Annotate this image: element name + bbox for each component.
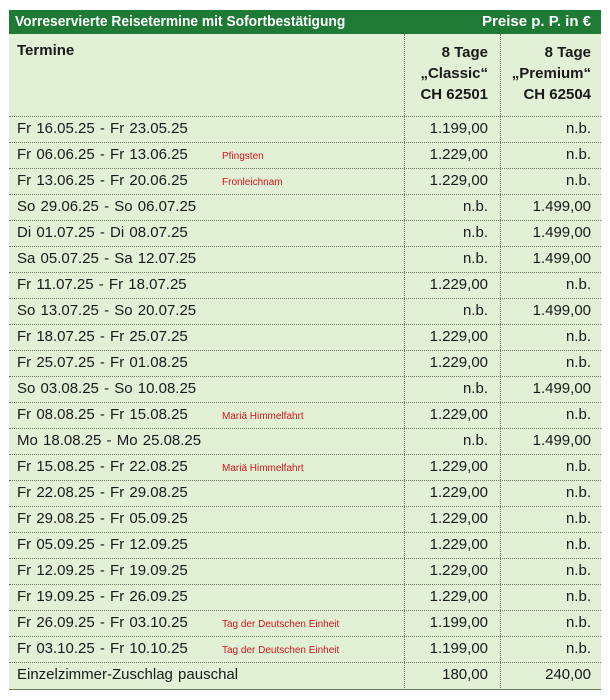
header-termine: Termine bbox=[17, 42, 75, 59]
row-price-classic: 1.229,00 bbox=[429, 458, 488, 475]
row-price-premium: n.b. bbox=[565, 146, 591, 163]
price-table bbox=[9, 10, 601, 690]
row-date: Fr 08.08.25 - Fr 15.08.25 bbox=[17, 406, 188, 423]
row-date: Fr 26.09.25 - Fr 03.10.25 bbox=[17, 614, 188, 631]
row-price-premium: 1.499,00 bbox=[532, 224, 591, 241]
table-row bbox=[9, 637, 601, 663]
row-price-classic: 1.199,00 bbox=[429, 640, 488, 657]
table-body bbox=[9, 117, 601, 688]
row-price-premium: n.b. bbox=[565, 406, 591, 423]
surcharge-classic: 180,00 bbox=[442, 666, 488, 683]
row-date: Fr 22.08.25 - Fr 29.08.25 bbox=[17, 484, 188, 501]
row-date: Fr 12.09.25 - Fr 19.09.25 bbox=[17, 562, 188, 579]
row-price-classic: n.b. bbox=[462, 380, 488, 397]
table-row bbox=[9, 221, 601, 247]
row-price-premium: n.b. bbox=[565, 120, 591, 137]
row-date: Fr 05.09.25 - Fr 12.09.25 bbox=[17, 536, 188, 553]
table-row bbox=[9, 247, 601, 273]
row-price-classic: 1.229,00 bbox=[429, 354, 488, 371]
header-premium-code: CH 62504 bbox=[523, 86, 591, 103]
row-price-premium: 1.499,00 bbox=[532, 198, 591, 215]
table-row bbox=[9, 273, 601, 299]
table-row bbox=[9, 143, 601, 169]
row-price-classic: n.b. bbox=[462, 250, 488, 267]
table-bottom-border bbox=[9, 689, 601, 690]
row-price-premium: n.b. bbox=[565, 640, 591, 657]
table-row bbox=[9, 195, 601, 221]
column-divider bbox=[500, 34, 501, 690]
row-holiday-note: Fronleichnam bbox=[222, 177, 283, 188]
row-price-premium: n.b. bbox=[565, 562, 591, 579]
row-price-classic: 1.229,00 bbox=[429, 562, 488, 579]
row-date: So 13.07.25 - So 20.07.25 bbox=[17, 302, 197, 319]
row-date: So 03.08.25 - So 10.08.25 bbox=[17, 380, 197, 397]
row-price-classic: n.b. bbox=[462, 198, 488, 215]
header-classic-duration: 8 Tage bbox=[441, 44, 488, 61]
row-holiday-note: Mariä Himmelfahrt bbox=[222, 463, 304, 474]
row-price-premium: 1.499,00 bbox=[532, 380, 591, 397]
column-header-row bbox=[9, 34, 601, 117]
row-price-premium: n.b. bbox=[565, 510, 591, 527]
row-holiday-note: Tag der Deutschen Einheit bbox=[222, 619, 340, 630]
header-classic bbox=[420, 42, 488, 105]
row-price-classic: 1.229,00 bbox=[429, 510, 488, 527]
row-holiday-note: Pfingsten bbox=[222, 151, 264, 162]
table-title: Vorreservierte Reisetermine mit Sofortbestätigung bbox=[15, 13, 346, 30]
row-date: Fr 18.07.25 - Fr 25.07.25 bbox=[17, 328, 188, 345]
surcharge-premium: 240,00 bbox=[545, 666, 591, 683]
table-row bbox=[9, 455, 601, 481]
row-price-classic: 1.199,00 bbox=[429, 120, 488, 137]
surcharge-label: Einzelzimmer-Zuschlag pauschal bbox=[17, 666, 239, 683]
row-price-classic: 1.199,00 bbox=[429, 614, 488, 631]
row-price-premium: n.b. bbox=[565, 354, 591, 371]
table-row bbox=[9, 429, 601, 455]
row-price-premium: n.b. bbox=[565, 588, 591, 605]
row-price-premium: n.b. bbox=[565, 614, 591, 631]
row-price-classic: 1.229,00 bbox=[429, 276, 488, 293]
row-price-classic: 1.229,00 bbox=[429, 588, 488, 605]
table-row bbox=[9, 351, 601, 377]
table-row bbox=[9, 169, 601, 195]
table-row bbox=[9, 403, 601, 429]
header-classic-code: CH 62501 bbox=[420, 86, 488, 103]
row-date: Di 01.07.25 - Di 08.07.25 bbox=[17, 224, 188, 241]
row-price-premium: 1.499,00 bbox=[532, 432, 591, 449]
surcharge-row bbox=[9, 663, 601, 688]
row-price-premium: n.b. bbox=[565, 276, 591, 293]
header-premium bbox=[512, 42, 591, 105]
row-date: Sa 05.07.25 - Sa 12.07.25 bbox=[17, 250, 197, 267]
row-price-classic: 1.229,00 bbox=[429, 484, 488, 501]
table-row bbox=[9, 377, 601, 403]
row-date: Fr 06.06.25 - Fr 13.06.25 bbox=[17, 146, 188, 163]
header-premium-duration: 8 Tage bbox=[544, 44, 591, 61]
table-row bbox=[9, 559, 601, 585]
row-date: Fr 25.07.25 - Fr 01.08.25 bbox=[17, 354, 188, 371]
row-date: Fr 13.06.25 - Fr 20.06.25 bbox=[17, 172, 188, 189]
row-price-classic: 1.229,00 bbox=[429, 328, 488, 345]
row-price-classic: n.b. bbox=[462, 432, 488, 449]
row-price-premium: 1.499,00 bbox=[532, 250, 591, 267]
table-row bbox=[9, 507, 601, 533]
table-row bbox=[9, 481, 601, 507]
row-price-premium: n.b. bbox=[565, 458, 591, 475]
row-price-premium: n.b. bbox=[565, 328, 591, 345]
table-row bbox=[9, 585, 601, 611]
row-date: Fr 15.08.25 - Fr 22.08.25 bbox=[17, 458, 188, 475]
table-row bbox=[9, 117, 601, 143]
prices-label: Preise p. P. in € bbox=[482, 13, 591, 30]
row-date: Fr 19.09.25 - Fr 26.09.25 bbox=[17, 588, 188, 605]
row-price-premium: n.b. bbox=[565, 172, 591, 189]
row-date: Fr 11.07.25 - Fr 18.07.25 bbox=[17, 276, 187, 293]
table-row bbox=[9, 299, 601, 325]
row-price-classic: 1.229,00 bbox=[429, 172, 488, 189]
table-row bbox=[9, 533, 601, 559]
row-date: Mo 18.08.25 - Mo 25.08.25 bbox=[17, 432, 202, 449]
column-divider bbox=[404, 34, 405, 690]
table-row bbox=[9, 611, 601, 637]
title-bar bbox=[9, 10, 601, 34]
row-price-premium: 1.499,00 bbox=[532, 302, 591, 319]
row-date: Fr 16.05.25 - Fr 23.05.25 bbox=[17, 120, 188, 137]
header-classic-name: „Classic“ bbox=[420, 65, 488, 82]
header-premium-name: „Premium“ bbox=[511, 65, 591, 82]
row-price-premium: n.b. bbox=[565, 484, 591, 501]
row-price-classic: n.b. bbox=[462, 302, 488, 319]
row-date: So 29.06.25 - So 06.07.25 bbox=[17, 198, 197, 215]
row-price-classic: n.b. bbox=[462, 224, 488, 241]
row-price-classic: 1.229,00 bbox=[429, 536, 488, 553]
row-price-premium: n.b. bbox=[565, 536, 591, 553]
row-date: Fr 29.08.25 - Fr 05.09.25 bbox=[17, 510, 188, 527]
row-date: Fr 03.10.25 - Fr 10.10.25 bbox=[17, 640, 188, 657]
row-price-classic: 1.229,00 bbox=[429, 406, 488, 423]
table-row bbox=[9, 325, 601, 351]
row-holiday-note: Tag der Deutschen Einheit bbox=[222, 645, 340, 656]
row-holiday-note: Mariä Himmelfahrt bbox=[222, 411, 304, 422]
row-price-classic: 1.229,00 bbox=[429, 146, 488, 163]
